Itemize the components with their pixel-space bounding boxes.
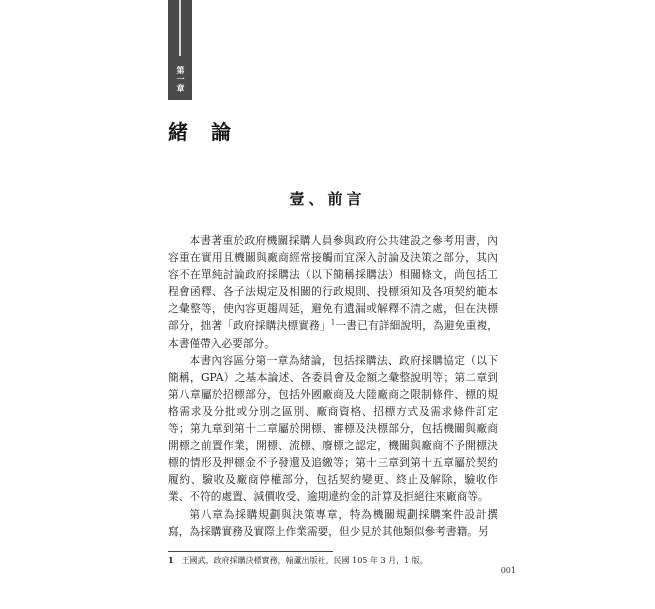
- chapter-tab-label: 第一章: [176, 65, 185, 93]
- body-text: [168, 232, 498, 540]
- paragraph: 本書內容區分第一章為緒論，包括採購法、政府採購協定（以下簡稱，GPA）之基本論述、各委員會及金額之彙整說明等；第二章到第八章屬於招標部分，包括外國廠商及大陸廠商之限制條件、標的規格需求及分批或分別之區別、廠商資格、招標方式及需求條件訂定等；第九章到第十二章屬於開標、審標及決標部分，包括機關與廠商開標之前置作業，開標、流標、廢標之認定，機關與廠商不予開標決標的情形及押標金不予發還及追繳等；第十三章到第十五章屬於契約履約、驗收及廠商停權部分，包括契約變更、終止及解除，驗收作業、不符的處置、減價收受、逾期違約金的計算及拒絕往來廠商等。: [168, 353, 498, 504]
- footnote-divider: [168, 551, 333, 552]
- paragraph: 第八章為採購規劃與決策專章，特為機關規劃採購案件設計撰寫，為採購實務及實際上作業需要，但少見於其他類似參考書籍。另: [168, 507, 498, 538]
- footnote: [168, 555, 498, 566]
- section-title: 壹、前言: [289, 190, 366, 208]
- page-number: 001: [500, 566, 516, 575]
- paragraph: [168, 232, 498, 352]
- paragraph-text: 本書著重於政府機關採購人員參與政府公共建設之參考用書，內容重在實用且機關與廠商經常接觸而宜深入討論及決策之部分，其內容不在單純討論政府採購法（以下簡稱採購法）相關條文，尚包括工程會函釋、各子法規定及相關的行政規則、投標須知及各項契約範本之彙整等，使內容更趨周延，避免有遺漏或解釋不清之處，但在決標部分，拙著「政府採購決標實務」: [168, 234, 498, 333]
- footnote-reference[interactable]: 1: [330, 318, 336, 327]
- footnote-mark: 1: [168, 555, 174, 565]
- footnote-text: 王國武，政府採購決標實務，翰蘆出版社，民國 105 年 3 月，1 版。: [181, 556, 428, 565]
- paragraph-text: 一書已有詳細說明，為避免重複，本書僅帶入必要部分。: [168, 319, 498, 350]
- chapter-title: 緒 論: [168, 120, 239, 144]
- chapter-side-tab: [168, 0, 192, 100]
- chapter-tab-rule: [179, 0, 181, 56]
